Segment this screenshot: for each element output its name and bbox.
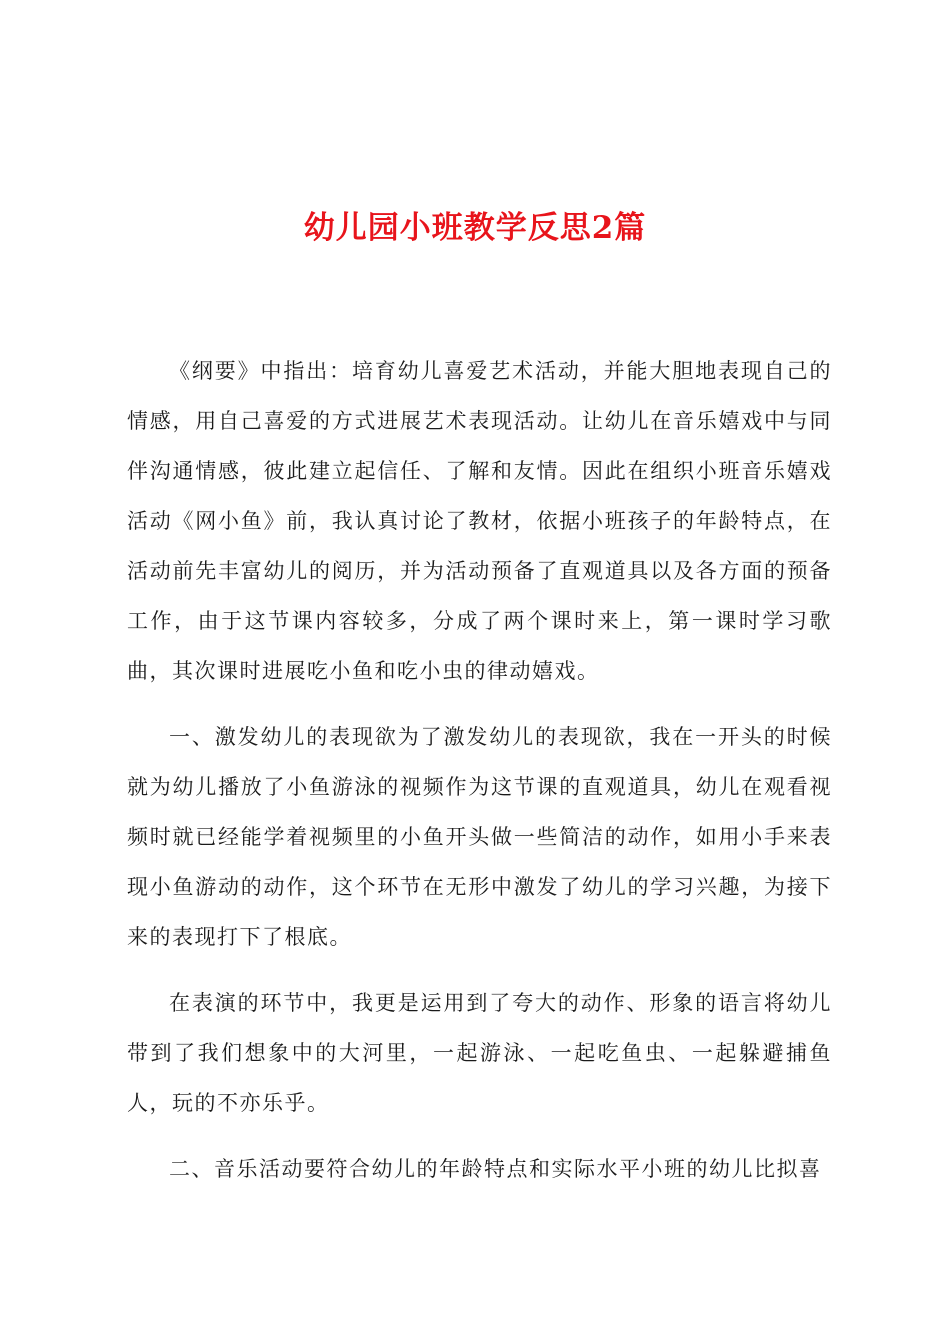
page-title: 幼儿园小班教学反思2篇 — [303, 210, 647, 246]
paragraph-1: 《纲要》中指出：培育幼儿喜爱艺术活动，并能大胆地表现自己的情感，用自己喜爱的方式进展艺术表现活动。让幼儿在音乐嬉戏中与同伴沟通情感，彼此建立起信任、了解和友情。因此在组织小班音乐嬉戏活动《网小鱼》前，我认真讨论了教材，依据小班孩子的年龄特点，在活动前先丰富幼儿的阅历，并为活动预备了直观道具以及各方面的预备工作，由于这节课内容较多，分成了两个课时来上，第一课时学习歌曲，其次课时进展吃小鱼和吃小虫的律动嬉戏。 — [127, 359, 832, 683]
paragraph-2: 一、激发幼儿的表现欲为了激发幼儿的表现欲，我在一开头的时候就为幼儿播放了小鱼游泳的视频作为这节课的直观道具，幼儿在观看视频时就已经能学着视频里的小鱼开头做一些简洁的动作，如用小手来表现小鱼游动的动作，这个环节在无形中激发了幼儿的学习兴趣，为接下来的表现打下了根底。 — [127, 725, 832, 949]
document-body — [127, 346, 832, 1210]
paragraph-3: 在表演的环节中，我更是运用到了夸大的动作、形象的语言将幼儿带到了我们想象中的大河里，一起游泳、一起吃鱼虫、一起躲避捕鱼人，玩的不亦乐乎。 — [127, 991, 832, 1115]
paragraph-4: 二、音乐活动要符合幼儿的年龄特点和实际水平小班的幼儿比拟喜 — [169, 1157, 822, 1181]
